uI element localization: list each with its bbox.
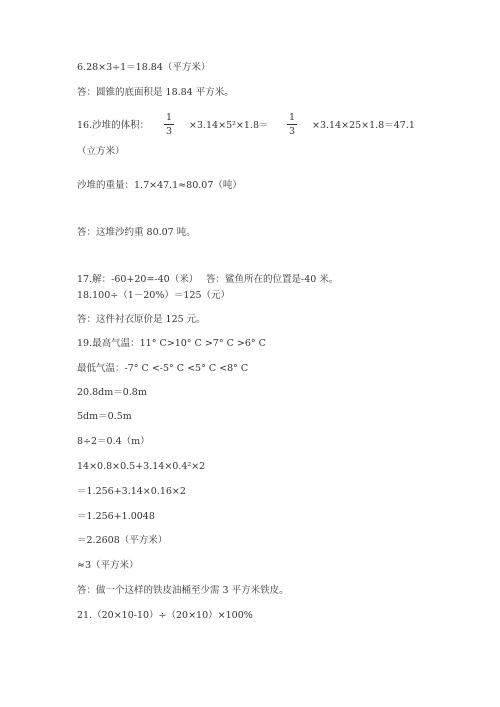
problem-16-expr-2: ×3.14×25×1.8＝47.1	[312, 120, 415, 131]
problem-16-label: 16.沙堆的体积：	[77, 120, 150, 131]
problem-20-line-8: ≈3（平方米）	[77, 560, 139, 571]
fraction-one-third-2	[287, 112, 297, 137]
answer-line-17: 答：鲨鱼所在的位置是-40 米。	[206, 274, 339, 285]
answer-line-18: 答：这件衬衣原价是 125 元。	[77, 314, 206, 325]
fraction-denominator: 3	[288, 126, 296, 137]
problem-18-solution: 18.100÷（1－20%）＝125（元）	[77, 290, 230, 301]
problem-20-line-6: ＝1.256+1.0048	[77, 511, 155, 522]
sand-weight-line: 沙堆的重量：1.7×47.1≈80.07（吨）	[77, 180, 242, 191]
problem-20-line-5: ＝1.256+3.14×0.16×2	[77, 486, 186, 497]
fraction-denominator: 3	[165, 126, 173, 137]
problem-17-solution: 17.解：-60+20=-40（米）	[77, 274, 199, 285]
problem-20-line-1: 20.8dm＝0.8m	[77, 387, 147, 398]
problem-20-line-4: 14×0.8×0.5+3.14×0.4²×2	[77, 461, 206, 472]
fraction-one-third-1	[164, 112, 174, 137]
fraction-numerator: 1	[288, 112, 296, 123]
answer-line-20: 答：做一个这样的铁皮油桶至少需 3 平方米铁皮。	[77, 585, 289, 596]
fraction-bar	[287, 124, 297, 125]
problem-16-unit: （立方米）	[77, 146, 125, 157]
answer-line-16: 答：这堆沙约重 80.07 吨。	[77, 227, 196, 238]
problem-20-line-7: ＝2.2608（平方米）	[77, 535, 168, 546]
problem-21-line: 21.（20×10-10）÷（20×10）×100%	[77, 610, 253, 621]
problem-16-expr-1: ×3.14×5²×1.8＝	[189, 120, 269, 131]
min-temperature-line: 最低气温：-7° C <-5° C <5° C <8° C	[77, 363, 249, 374]
answer-line-6: 答：圆锥的底面积是 18.84 平方米。	[77, 87, 234, 98]
problem-20-line-2: 5dm＝0.5m	[77, 411, 132, 422]
max-temperature-line: 19.最高气温：11° C>10° C >7° C >6° C	[77, 338, 266, 349]
fraction-numerator: 1	[165, 112, 173, 123]
problem-20-line-3: 8÷2＝0.4（m）	[77, 436, 150, 447]
text-line-6: 6.28×3÷1＝18.84（平方米）	[77, 62, 211, 73]
fraction-bar	[164, 124, 174, 125]
